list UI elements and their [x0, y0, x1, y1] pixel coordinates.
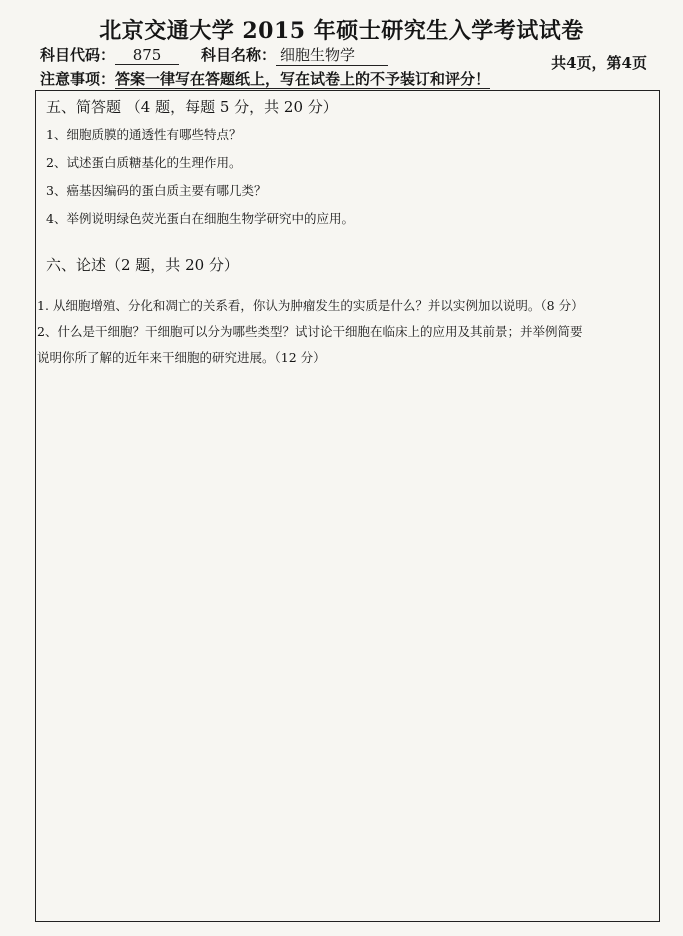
section-6-title: 六、论述（2 题，共 20 分） [46, 256, 239, 274]
exam-title: 北京交通大学 2015 年硕士研究生入学考试试卷 [99, 18, 584, 44]
notice-text: 答案一律写在答题纸上，写在试卷上的不予装订和评分！ [115, 70, 491, 88]
section-5-question-2: 2、试述蛋白质糖基化的生理作用。 [46, 155, 242, 170]
section-5-question-1: 1、细胞质膜的通透性有哪些特点？ [46, 127, 242, 142]
section-6-question-1: 1. 从细胞增殖、分化和凋亡的关系看，你认为肿瘤发生的实质是什么？并以实例加以说明。（8 分） [37, 298, 584, 313]
section-6-question-2: 2、什么是干细胞？干细胞可以分为哪些类型？试讨论干细胞在临床上的应用及其前景；并举例简要 [37, 324, 583, 339]
section-5-question-4: 4、举例说明绿色荧光蛋白在细胞生物学研究中的应用。 [46, 211, 354, 226]
notice-row [40, 68, 490, 89]
subject-name-value: 细胞生物学 [276, 44, 388, 66]
subject-code-value: 875 [115, 46, 179, 65]
subject-name-label: 科目名称： [201, 46, 277, 64]
page-count: 共4页，第4页 [551, 54, 647, 72]
notice-label: 注意事项： [40, 70, 116, 88]
section-5-question-3: 3、癌基因编码的蛋白质主要有哪几类？ [46, 183, 267, 198]
section-6-question-2-continued: 说明你所了解的近年来干细胞的研究进展。（12 分） [37, 350, 326, 365]
subject-info-row [40, 44, 388, 66]
section-5-title: 五、简答题 （4 题，每题 5 分，共 20 分） [46, 98, 338, 116]
subject-code-label: 科目代码： [40, 46, 116, 64]
